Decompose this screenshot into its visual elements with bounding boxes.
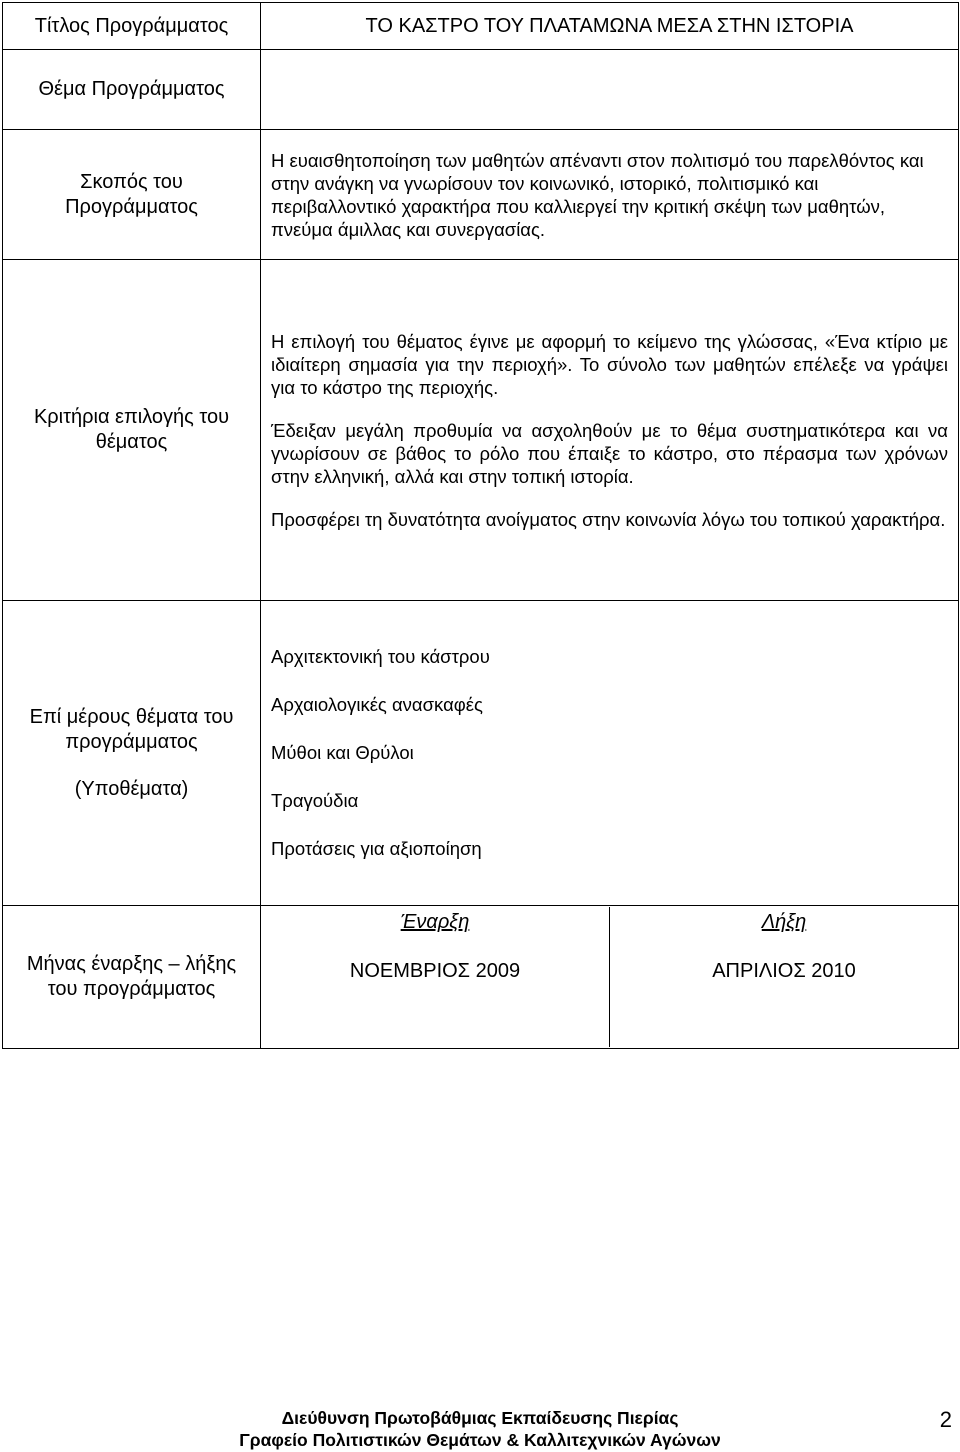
dates-label-line1: Μήνας έναρξης – λήξης: [26, 953, 237, 975]
criteria-label: [3, 260, 261, 601]
start-value: ΝΟΕΜΒΡΙΟΣ 2009: [349, 960, 521, 982]
theme-value: [261, 50, 959, 130]
program-title: ΤΟ ΚΑΣΤΡΟ ΤΟΥ ΠΛΑΤΑΜΩΝΑ ΜΕΣΑ ΣΤΗΝ ΙΣΤΟΡΙΑ: [261, 3, 959, 50]
subtopics-label: [3, 601, 261, 906]
dates-row: [3, 906, 959, 1049]
purpose-label-line2: Προγράμματος: [65, 195, 198, 218]
title-label: Τίτλος Προγράμματος: [3, 3, 261, 50]
end-date-cell: [610, 907, 959, 1047]
theme-row: [3, 50, 959, 130]
start-date-cell: [261, 907, 610, 1047]
subtopics-label-line2: προγράμματος: [65, 730, 198, 753]
criteria-paragraph-3: Προσφέρει τη δυνατότητα ανοίγματος στην κοινωνία λόγω του τοπικού χαρακτήρα.: [271, 508, 946, 530]
purpose-row: [3, 130, 959, 260]
dates-label: [3, 906, 261, 1049]
page-number: 2: [939, 1407, 952, 1432]
purpose-value: Η ευαισθητοποίηση των μαθητών απέναντι στον πολιτισμό του παρελθόντος και στην ανάγκη να γνωρίσουν τον κοινωνικό, ιστορικό, πολιτισμικό και περιβαλλοντικό χαρακτήρα που καλλιεργεί την κριτική σκέψη των μαθητών, πνεύμα άμιλλας και συνεργασίας.: [261, 130, 959, 260]
program-form-table: [2, 2, 959, 1049]
subtopics-label-line3: (Υποθέματα): [74, 777, 189, 800]
criteria-row: [3, 260, 959, 601]
theme-label: Θέμα Προγράμματος: [3, 50, 261, 130]
subtopic-item: Τραγούδια: [271, 790, 359, 811]
subtopic-item: Αρχαιολογικές ανασκαφές: [271, 694, 483, 715]
subtopic-item: Μύθοι και Θρύλοι: [271, 742, 414, 763]
end-value: ΑΠΡΙΛΙΟΣ 2010: [712, 960, 856, 982]
footer-line1: Διεύθυνση Πρωτοβάθμιας Εκπαίδευσης Πιερίας: [281, 1408, 679, 1428]
dates-cell: [261, 906, 959, 1049]
dates-table: [261, 907, 958, 1047]
purpose-label: [3, 130, 261, 260]
purpose-label-line1: Σκοπός του: [80, 170, 183, 193]
subtopic-item: Αρχιτεκτονική του κάστρου: [271, 646, 490, 667]
end-heading: Λήξη: [761, 911, 807, 933]
start-heading: Έναρξη: [400, 911, 470, 933]
subtopic-item: Προτάσεις για αξιοποίηση: [271, 838, 482, 859]
subtopics-row: [3, 601, 959, 906]
subtopics-list: [261, 601, 959, 906]
subtopics-label-line1: Επί μέρους θέματα του: [29, 705, 234, 728]
criteria-value: [261, 260, 959, 601]
dates-label-line2: του προγράμματος: [47, 978, 216, 1000]
criteria-paragraph-1: Η επιλογή του θέματος έγινε με αφορμή το κείμενο της γλώσσας, «Ένα κτίριο με ιδιαίτερη σημασία για την περιοχή». Το σύνολο των μαθητών επέλεξε να γράψει για το κάστρο της περιοχής.: [271, 330, 948, 398]
footer-line2: Γραφείο Πολιτιστικών Θεμάτων & Καλλιτεχνικών Αγώνων: [239, 1430, 721, 1450]
criteria-paragraph-2: Έδειξαν μεγάλη προθυμία να ασχοληθούν με το θέμα συστηματικότερα και να γνωρίσουν σε βάθος το ρόλο που έπαιξε το κάστρο, στο πέρασμα των χρόνων στην ελληνική, αλλά και στην τοπική ιστορία.: [271, 419, 948, 487]
criteria-label-line2: θέματος: [95, 431, 168, 453]
title-row: [3, 3, 959, 50]
criteria-label-line1: Κριτήρια επιλογής του: [33, 406, 230, 428]
